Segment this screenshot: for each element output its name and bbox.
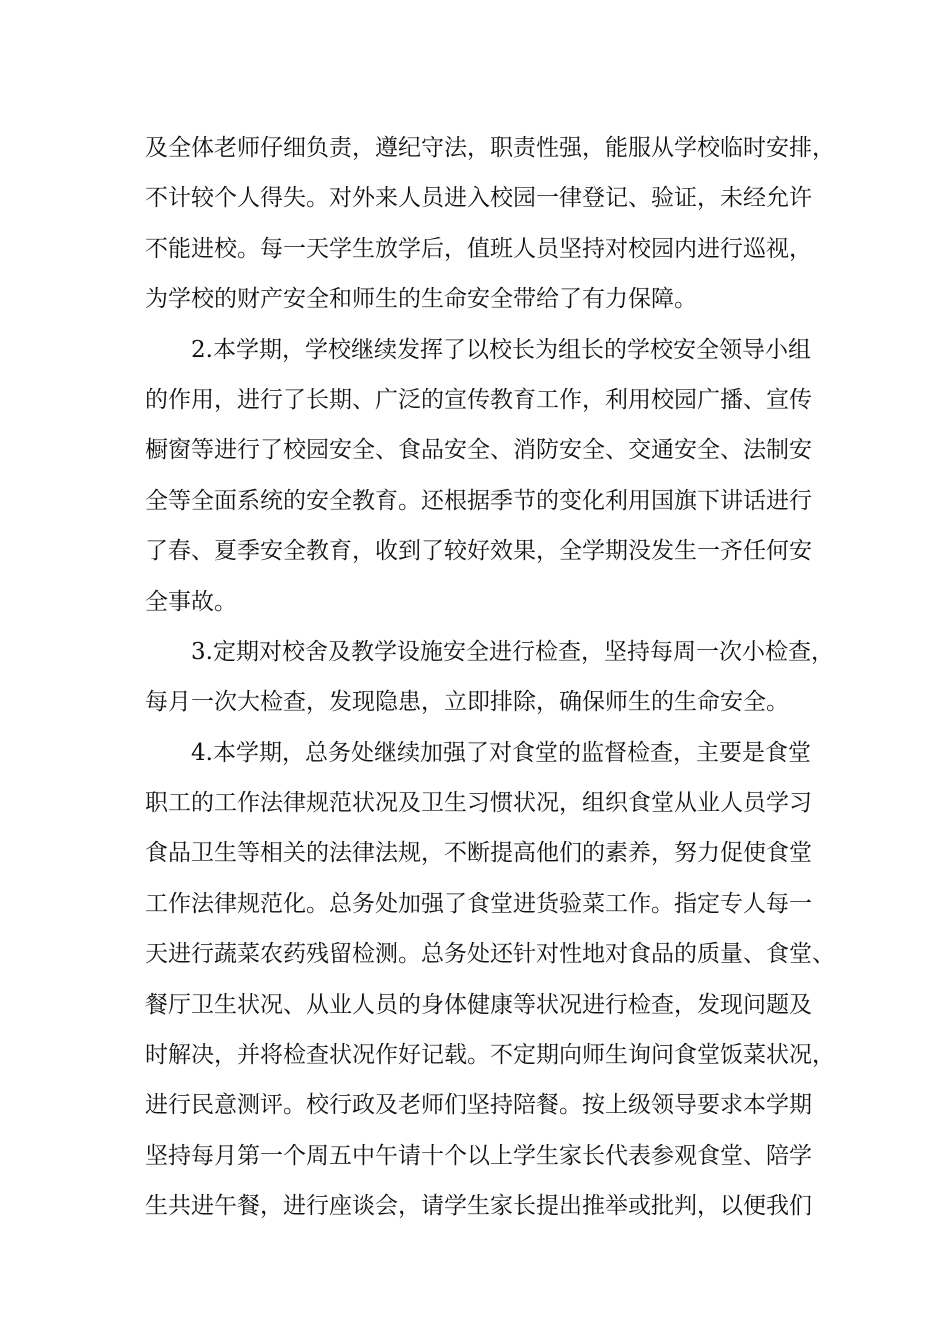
text-line: 的作用，进行了长期、广泛的宣传教育工作，利用校园广播、宣传 bbox=[145, 386, 812, 413]
paragraph-start-line: 3.定期对校舍及教学设施安全进行检查，坚持每周一次小检查， bbox=[191, 638, 834, 665]
text-line: 生共进午餐，进行座谈会，请学生家长提出推举或批判，以便我们 bbox=[145, 1193, 812, 1220]
paragraph-start-line: 2.本学期，学校继续发挥了以校长为组长的学校安全领导小组 bbox=[191, 336, 811, 363]
paragraph-start-line: 4.本学期，总务处继续加强了对食堂的监督检查，主要是食堂 bbox=[191, 739, 811, 766]
text-line: 每月一次大检查，发现隐患，立即排除，确保师生的生命安全。 bbox=[145, 689, 789, 716]
text-line: 职工的工作法律规范状况及卫生习惯状况，组织食堂从业人员学习 bbox=[145, 790, 812, 817]
text-line: 餐厅卫生状况、从业人员的身体健康等状况进行检查，发现问题及 bbox=[145, 991, 812, 1018]
text-line: 不能进校。每一天学生放学后，值班人员坚持对校园内进行巡视， bbox=[145, 235, 812, 262]
text-line: 全等全面系统的安全教育。还根据季节的变化利用国旗下讲话进行 bbox=[145, 487, 812, 514]
text-line: 了春、夏季安全教育，收到了较好效果，全学期没发生一齐任何安 bbox=[145, 538, 812, 565]
text-line: 不计较个人得失。对外来人员进入校园一律登记、验证，未经允许 bbox=[145, 185, 812, 212]
text-line: 时解决，并将检查状况作好记载。不定期向师生询问食堂饭菜状况， bbox=[145, 1042, 835, 1069]
text-line: 坚持每月第一个周五中午请十个以上学生家长代表参观食堂、陪学 bbox=[145, 1142, 812, 1169]
text-line: 进行民意测评。校行政及老师们坚持陪餐。按上级领导要求本学期 bbox=[145, 1092, 812, 1119]
text-line: 及全体老师仔细负责，遵纪守法，职责性强，能服从学校临时安排， bbox=[145, 135, 835, 161]
text-line: 工作法律规范化。总务处加强了食堂进货验菜工作。指定专人每一 bbox=[145, 890, 812, 917]
text-line: 为学校的财产安全和师生的生命安全带给了有力保障。 bbox=[145, 286, 697, 313]
body-text bbox=[145, 123, 835, 1232]
text-line: 全事故。 bbox=[145, 588, 237, 615]
text-line: 食品卫生等相关的法律法规，不断提高他们的素养，努力促使食堂 bbox=[145, 840, 812, 867]
text-line: 天进行蔬菜农药残留检测。总务处还针对性地对食品的质量、食堂、 bbox=[145, 941, 835, 968]
text-line: 橱窗等进行了校园安全、食品安全、消防安全、交通安全、法制安 bbox=[145, 437, 812, 464]
